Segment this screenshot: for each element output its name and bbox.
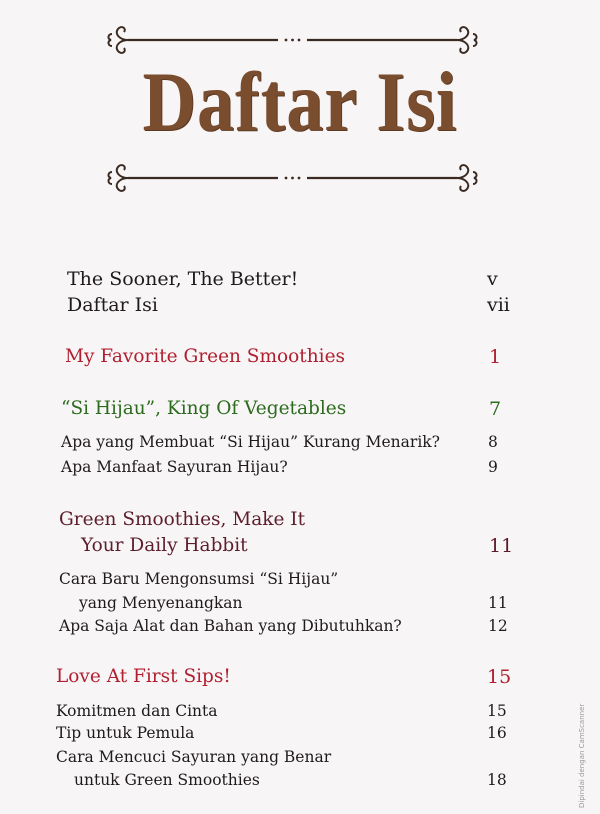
toc-entry-label: The Sooner, The Better!: [67, 268, 299, 290]
toc-chapter-label: Love At First Sips!: [56, 666, 231, 687]
toc-entry-label: Daftar Isi: [67, 294, 159, 316]
toc-entry-page: 8: [488, 433, 498, 451]
toc-entry-page: 15: [487, 702, 507, 720]
toc-chapter-label: Green Smoothies, Make It: [59, 509, 306, 530]
toc-chapter-label: “Si Hijau”, King Of Vegetables: [61, 398, 347, 419]
toc-entry-page: 12: [488, 617, 508, 635]
toc-chapter-page: 1: [489, 346, 502, 368]
page-title: Daftar Isi: [142, 55, 458, 150]
scanner-watermark: [578, 680, 592, 810]
toc-chapter-label: My Favorite Green Smoothies: [65, 346, 346, 367]
toc-entry-page: vii: [487, 294, 510, 316]
toc-chapter-page: 7: [489, 398, 502, 420]
toc-chapter-page: 11: [489, 535, 514, 557]
toc-entry-label: Apa Saja Alat dan Bahan yang Dibutuhkan?: [59, 617, 402, 635]
toc-entry-label: untuk Green Smoothies: [74, 771, 260, 789]
toc-entry-page: v: [487, 268, 498, 290]
toc-entry-page: 11: [488, 594, 508, 612]
toc-entry-label: Tip untuk Pemula: [56, 724, 195, 742]
toc-entry-page: 18: [487, 771, 507, 789]
toc-entry-label: Apa Manfaat Sayuran Hijau?: [61, 458, 288, 476]
toc-chapter-label: Your Daily Habbit: [81, 535, 248, 556]
toc-entry-label: Cara Baru Mengonsumsi “Si Hijau”: [59, 570, 339, 588]
toc-entry-label: Cara Mencuci Sayuran yang Benar: [56, 748, 332, 766]
watermark-text: Dipindai dengan CamScanner: [578, 703, 586, 808]
toc-entry-label: Apa yang Membuat “Si Hijau” Kurang Menarik?: [61, 433, 440, 451]
toc-entry-page: 16: [487, 724, 507, 742]
toc-entry-page: 9: [488, 458, 498, 476]
toc-entry-label: yang Menyenangkan: [79, 594, 243, 612]
toc-entry-label: Komitmen dan Cinta: [56, 702, 218, 720]
toc-chapter-page: 15: [487, 666, 512, 688]
